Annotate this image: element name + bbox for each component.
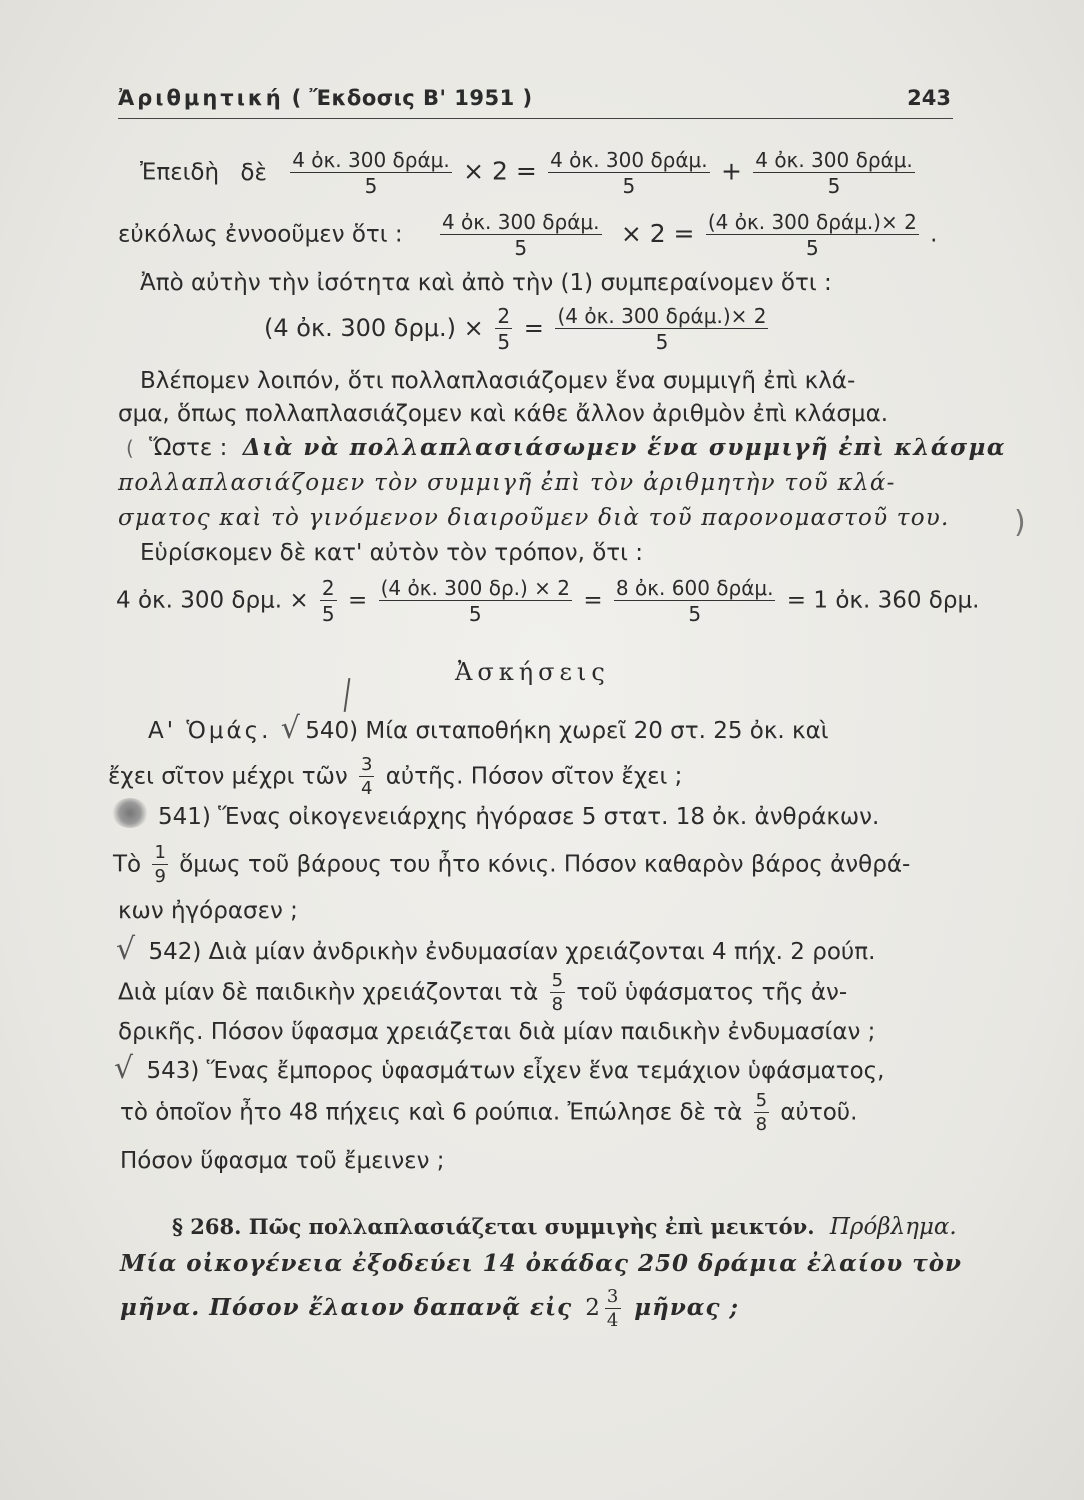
rule-line-3: σματος καὶ τὸ γινόμενον διαιροῦμεν διὰ τοῦ παρονομαστοῦ του. <box>118 505 950 531</box>
section-268-line-1 <box>172 1214 957 1240</box>
eq2-times-two: × 2 = <box>620 218 695 248</box>
ex541-line-3: κων ἠγόρασεν ; <box>118 898 298 924</box>
ex543-frac <box>754 1092 769 1134</box>
eq4-eq-2: = <box>583 587 603 614</box>
eq4-eq-3: = <box>786 587 807 614</box>
text-line-isotita: Ἀπὸ αὐτὴν τὴν ἰσότητα καὶ ἀπὸ τὴν (1) συμπεραίνομεν ὅτι : <box>140 270 832 296</box>
ex542-line-2 <box>118 972 847 1014</box>
ex543-text-1: 543) Ἕνας ἔμπορος ὑφασμάτων εἶχεν ἕνα τεμάχιον ὑφάσματος, <box>146 1058 885 1084</box>
eq4-eq-1: = <box>347 587 368 614</box>
eq2-frac-rhs-num: (4 ὀκ. 300 δράμ.)× 2 <box>707 210 917 234</box>
check-icon: √ <box>280 711 300 746</box>
eq3-frac-den: 5 <box>497 330 511 354</box>
ex540-text-1: 540) Μία σιταποθήκη χωρεῖ 20 στ. 25 ὀκ. καὶ <box>305 718 829 744</box>
margin-bracket-icon: ( <box>126 436 134 460</box>
eq4-frac-1-num: 2 <box>321 576 335 600</box>
ex542-line-1 <box>116 932 875 967</box>
eq1-lead-de: δὲ <box>240 159 267 186</box>
pen-stroke <box>344 678 351 712</box>
running-head <box>118 86 533 110</box>
ex540-frac-den: 4 <box>361 778 373 799</box>
eq1-plus: + <box>720 156 742 186</box>
eq3-frac-rhs <box>555 306 768 352</box>
ex541-frac-num: 1 <box>154 842 166 863</box>
ex541-text-2a: Τὸ <box>113 851 142 878</box>
ex543-line-3: Πόσον ὕφασμα τοῦ ἔμεινεν ; <box>120 1148 445 1174</box>
ex543-line-1 <box>114 1051 884 1086</box>
section-268-text-3a: μῆνα. Πόσον ἔλαιον δαπανᾷ εἰς <box>120 1294 573 1321</box>
section-268-frac-den: 4 <box>606 1310 620 1331</box>
section-268-mixed-whole: 2 <box>585 1295 601 1321</box>
eq4-frac-1-den: 5 <box>321 602 335 626</box>
ex540-frac-num: 3 <box>361 754 373 775</box>
ex542-line-3: δρικῆς. Πόσον ὕφασμα χρειάζεται διὰ μίαν παιδικὴν ἐνδυμασίαν ; <box>118 1019 876 1045</box>
eq3-frac-rhs-den: 5 <box>655 330 669 354</box>
ex541-frac-den: 9 <box>154 866 166 887</box>
equation-4 <box>116 578 979 624</box>
eq4-frac-3-den: 5 <box>688 602 702 626</box>
ex541-frac <box>152 844 167 886</box>
rule-line-2: πολλαπλασιάζομεν τὸν συμμιγῆ ἐπὶ τὸν ἀριθμητὴν τοῦ κλά- <box>118 470 896 496</box>
ex542-frac-den: 8 <box>551 994 564 1015</box>
check-icon: √ <box>114 1051 134 1086</box>
ex541-line-1: 541) Ἕνας οἰκογενειάρχης ἠγόρασε 5 στατ. 18 ὀκ. ἀνθράκων. <box>158 804 880 830</box>
eq3-frac <box>495 306 512 352</box>
rule-text-1: Διὰ νὰ πολλαπλασιάσωμεν ἕνα συμμιγῆ ἐπὶ κλάσμα <box>242 434 1007 461</box>
running-head-edition: ( Ἔκδοσις Β' 1951 ) <box>291 86 533 110</box>
eq2-frac-lhs-den: 5 <box>514 236 528 260</box>
para-line-1: Βλέπομεν λοιπόν, ὅτι πολλαπλασιάζομεν ἕνα συμμιγῆ ἐπὶ κλά- <box>140 368 856 394</box>
eq4-frac-1 <box>320 578 337 624</box>
section-268-frac-num: 3 <box>606 1286 620 1307</box>
ex540-line-2 <box>108 756 682 798</box>
ex543-text-2b: αὐτοῦ. <box>780 1099 858 1126</box>
ex542-frac <box>550 972 565 1014</box>
ex543-frac-den: 8 <box>755 1114 768 1135</box>
margin-paren-icon: ) <box>1014 505 1026 540</box>
eq1-times-two: × 2 = <box>463 156 537 186</box>
section-268-line-2: Μία οἰκογένεια ἐξοδεύει 14 ὀκάδας 250 δράμια ἐλαίου τὸν <box>120 1250 963 1277</box>
para-line-2: σμα, ὅπως πολλαπλασιάζομεν καὶ κάθε ἄλλον ἀριθμὸν ἐπὶ κλάσμα. <box>118 401 889 427</box>
text-line-find: Εὑρίσκομεν δὲ κατ' αὐτὸν τὸν τρόπον, ὅτι : <box>140 540 643 566</box>
eq3-lhs: (4 ὀκ. 300 δρμ.) × <box>264 314 484 342</box>
page-header <box>118 86 953 119</box>
equation-2 <box>118 212 937 258</box>
eq4-frac-3-num: 8 ὀκ. 600 δράμ. <box>615 576 774 600</box>
section-268-problem: Πρόβλημα. <box>829 1214 957 1240</box>
eq4-frac-2-den: 5 <box>468 602 482 626</box>
eq4-result: 1 ὀκ. 360 δρμ. <box>813 587 980 614</box>
eq4-frac-2 <box>379 578 572 624</box>
ex543-frac-num: 5 <box>755 1090 768 1111</box>
eq1-frac-rhs-a-den: 5 <box>622 174 636 198</box>
ex542-text-1: 542) Διὰ μίαν ἀνδρικὴν ἐνδυμασίαν χρειάζονται 4 πήχ. 2 ρούπ. <box>148 939 876 965</box>
running-head-word: Ἀριθμητική <box>118 86 284 110</box>
section-268-frac <box>605 1288 621 1330</box>
eq1-frac-rhs-b <box>753 150 915 196</box>
rule-lead: Ὥστε : <box>149 435 228 461</box>
equation-1 <box>140 150 919 196</box>
eq4-frac-3 <box>614 578 776 624</box>
ex540-group: Α' Ὁμάς. <box>148 718 272 744</box>
ex541-text-2b: ὅμως τοῦ βάρους του ἦτο κόνις. Πόσον καθαρὸν βάρος ἀνθρά- <box>179 851 911 878</box>
eq2-frac-rhs <box>706 212 919 258</box>
ex542-frac-num: 5 <box>551 970 564 991</box>
ink-smudge <box>112 798 148 828</box>
eq2-frac-rhs-den: 5 <box>805 236 819 260</box>
ex540-line-1 <box>148 711 829 746</box>
check-icon: √ <box>116 932 136 967</box>
page-number: 243 <box>907 86 951 110</box>
section-268-line-3 <box>120 1288 739 1330</box>
eq3-equals: = <box>523 314 544 342</box>
eq1-frac-rhs-a-num: 4 ὀκ. 300 δράμ. <box>550 148 708 172</box>
ex543-line-2 <box>120 1092 857 1134</box>
eq3-frac-rhs-num: (4 ὀκ. 300 δράμ.)× 2 <box>557 304 767 328</box>
eq1-lead-epeidi: Ἐπειδὴ <box>140 159 220 186</box>
eq2-lead: εὐκόλως ἐννοοῦμεν ὅτι : <box>118 221 403 248</box>
ex540-text-2b: αὐτῆς. Πόσον σῖτον ἔχει ; <box>385 763 683 790</box>
eq3-frac-num: 2 <box>497 304 511 328</box>
ex541-line-2 <box>113 844 910 886</box>
eq1-frac-lhs <box>290 150 452 196</box>
equation-3 <box>264 306 772 352</box>
eq1-frac-lhs-den: 5 <box>364 174 378 198</box>
eq1-frac-lhs-num: 4 ὀκ. 300 δράμ. <box>292 148 450 172</box>
ex542-text-2a: Διὰ μίαν δὲ παιδικὴν χρειάζονται τὰ <box>118 979 539 1006</box>
eq4-lhs: 4 ὀκ. 300 δρμ. × <box>116 587 309 614</box>
section-268-label: § 268. Πῶς πολλαπλασιάζεται συμμιγὴς ἐπὶ μεικτόν. <box>172 1214 815 1239</box>
eq1-frac-rhs-a <box>548 150 710 196</box>
eq2-frac-lhs <box>440 212 602 258</box>
eq2-end: . <box>930 221 938 248</box>
ex542-text-2b: τοῦ ὑφάσματος τῆς ἀν- <box>576 979 848 1006</box>
section-268-text-3b: μῆνας ; <box>634 1294 740 1321</box>
eq1-frac-rhs-b-den: 5 <box>827 174 841 198</box>
exercises-title: Ἀσκήσεις <box>455 658 610 686</box>
eq4-frac-2-num: (4 ὀκ. 300 δρ.) × 2 <box>380 576 571 600</box>
ex543-text-2a: τὸ ὁποῖον ἦτο 48 πήχεις καὶ 6 ρούπια. Ἐπώλησε δὲ τὰ <box>120 1099 743 1126</box>
ex540-frac <box>359 756 374 798</box>
eq2-frac-lhs-num: 4 ὀκ. 300 δράμ. <box>441 210 600 234</box>
eq1-frac-rhs-b-num: 4 ὀκ. 300 δράμ. <box>755 148 913 172</box>
ex540-text-2a: ἔχει σῖτον μέχρι τῶν <box>108 763 348 790</box>
rule-line-1 <box>126 434 1006 461</box>
